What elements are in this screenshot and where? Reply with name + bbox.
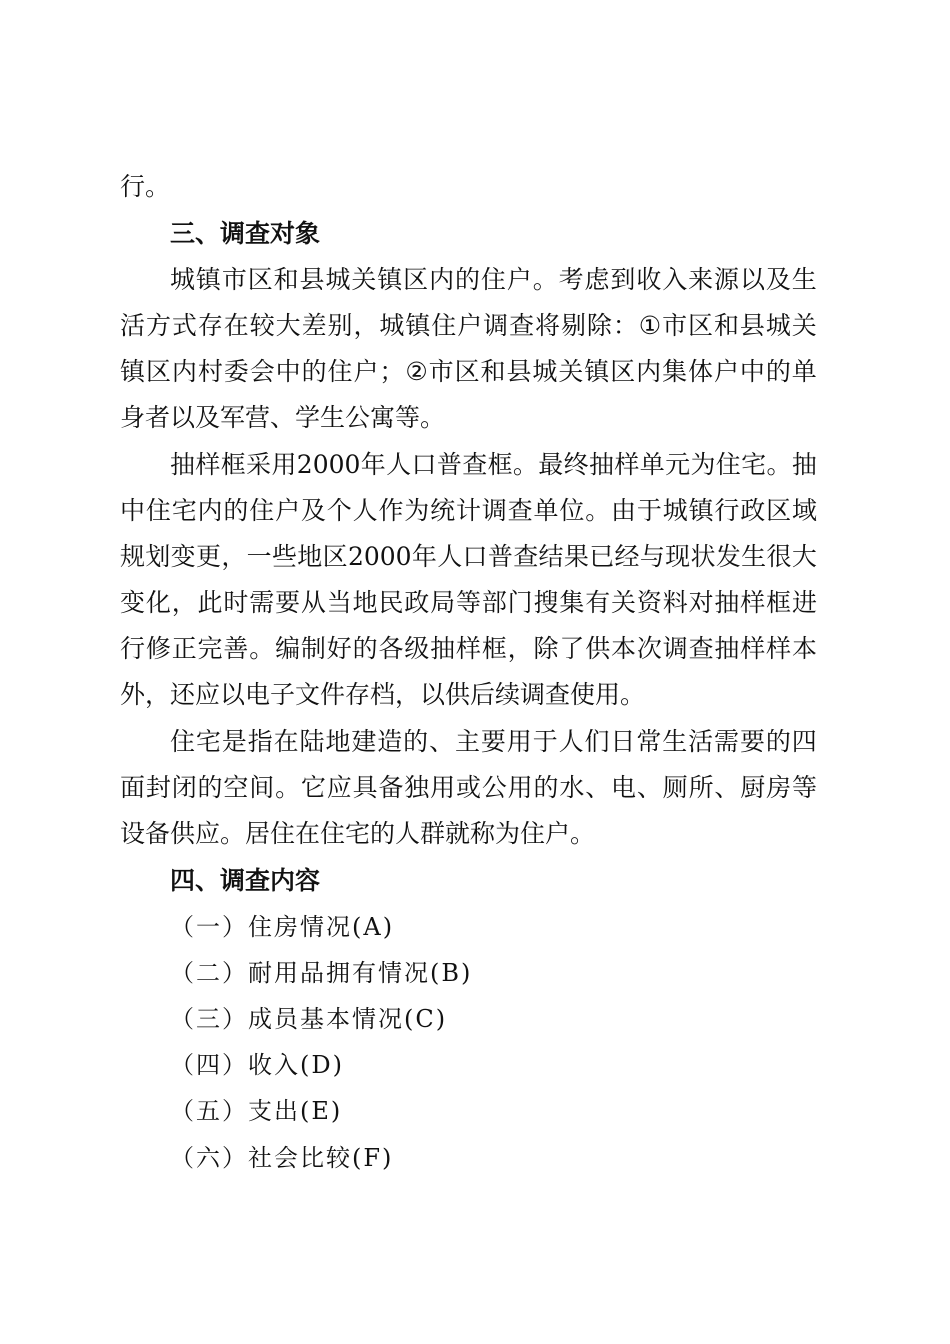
content-item-durables: （二）耐用品拥有情况(B) xyxy=(170,959,473,987)
section-3-p2-line-5: 行 修 正 完 善 。 编 制 好 的 各 级 抽 样 框 ， 除 了 供 本 次 调 查 抽 样 样 本 xyxy=(120,634,817,663)
section-3-p3-line-1: 住 宅 是 指 在 陆 地 建 造 的 、 主 要 用 于 人 们 日 常 生 活 需 要 的 四 xyxy=(170,727,817,756)
section-3-heading: 三、调查对象 xyxy=(170,219,321,248)
section-4-heading: 四、调查内容 xyxy=(170,866,321,895)
section-3-p2-line-2: 中 住 宅 内 的 住 户 及 个 人 作 为 统 计 调 查 单 位 。 由 于 城 镇 行 政 区 域 xyxy=(120,496,817,525)
content-item-expenditure: （五）支出(E) xyxy=(170,1097,343,1125)
section-3-p2-line-4: 变 化 ， 此 时 需 要 从 当 地 民 政 局 等 部 门 搜 集 有 关 资 料 对 抽 样 框 进 xyxy=(120,588,817,617)
section-3-p2-line-3: 规 划 变 更 ， 一 些 地 区 2000 年 人 口 普 查 结 果 已 经 与 现 状 发 生 很 大 xyxy=(120,542,817,571)
section-3-p1-line-3: 镇 区 内 村 委 会 中 的 住 户 ； ② 市 区 和 县 城 关 镇 区 内 集 体 户 中 的 单 xyxy=(120,357,817,386)
section-3-p2-line-1: 抽 样 框 采 用 2000 年 人 口 普 查 框 。 最 终 抽 样 单 元 为 住 宅 。 抽 xyxy=(170,450,817,479)
content-item-income: （四）收入(D) xyxy=(170,1051,344,1079)
content-item-social-comparison: （六）社会比较(F) xyxy=(170,1144,394,1172)
content-item-housing: （一）住房情况(A) xyxy=(170,913,395,941)
section-3-p3-line-2: 面 封 闭 的 空 间 。 它 应 具 备 独 用 或 公 用 的 水 、 电 、 厕 所 、 厨 房 等 xyxy=(120,773,817,802)
section-3-p1-line-4: 身者以及军营、学生公寓等。 xyxy=(120,403,446,432)
paragraph-tail: 行。 xyxy=(120,172,171,201)
section-3-p2-line-6: 外，还应以电子文件存档，以供后续调查使用。 xyxy=(120,680,646,709)
section-3-p1-line-1: 城 镇 市 区 和 县 城 关 镇 区 内 的 住 户 。 考 虑 到 收 入 来 源 以 及 生 xyxy=(170,265,817,294)
section-3-p1-line-2: 活 方 式 存 在 较 大 差 别 ， 城 镇 住 户 调 查 将 剔 除 ： ① 市 区 和 县 城 关 xyxy=(120,311,817,340)
section-3-p3-line-3: 设备供应。居住在住宅的人群就称为住户。 xyxy=(120,819,596,848)
content-item-members: （三）成员基本情况(C) xyxy=(170,1005,448,1033)
